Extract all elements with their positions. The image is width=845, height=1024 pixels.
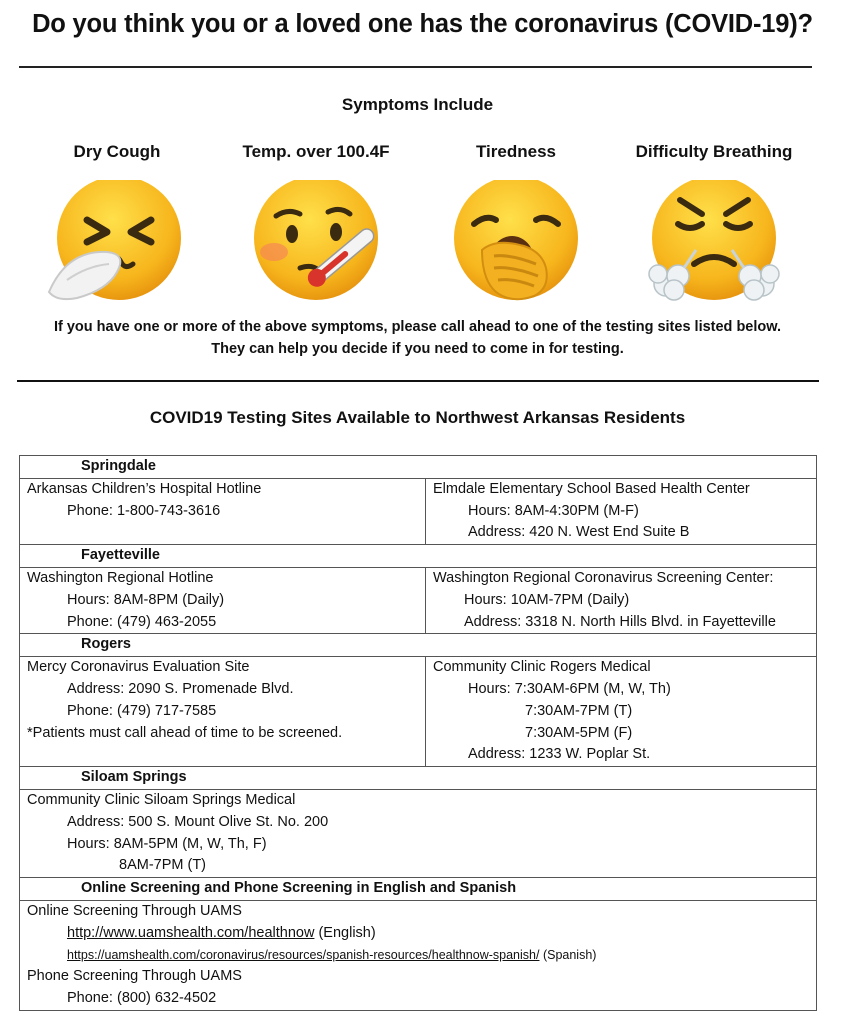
site-note: *Patients must call ahead of time to be screened. [27, 724, 343, 741]
symptom-tiredness [416, 142, 616, 302]
sites-heading: COVID19 Testing Sites Available to Northwest Arkansas Residents [149, 408, 686, 427]
site-cell [20, 567, 426, 633]
face-with-steam-icon [644, 180, 784, 302]
site-cell [426, 478, 817, 544]
table-row [20, 456, 817, 479]
phone-screening-title: Phone Screening Through UAMS [27, 968, 242, 985]
site-name: Arkansas Children’s Hospital Hotline [27, 480, 262, 497]
spanish-screening-line [27, 945, 816, 967]
symptom-temperature [216, 142, 416, 302]
symptom-label: Difficulty Breathing [635, 142, 793, 161]
site-cell [20, 478, 426, 544]
table-row [20, 657, 817, 767]
site-phone: Phone: (479) 717-7585 [67, 702, 217, 719]
site-address: Address: 420 N. West End Suite B [468, 524, 690, 541]
yawning-face-icon [446, 180, 586, 302]
city-heading-fayetteville: Fayetteville [20, 545, 817, 568]
english-screening-link[interactable]: http://www.uamshealth.com/healthnow [67, 924, 315, 941]
phone-screening-number: Phone: (800) 632-4502 [67, 990, 217, 1007]
table-row [20, 567, 817, 633]
site-address: Address: 1233 W. Poplar St. [468, 746, 651, 763]
site-hours: 7:30AM-5PM (F) [525, 724, 633, 741]
city-heading-rogers: Rogers [20, 634, 817, 657]
table-row [20, 789, 817, 877]
site-name: Mercy Coronavirus Evaluation Site [27, 659, 250, 676]
symptom-label: Temp. over 100.4F [242, 142, 390, 161]
symptom-dry-cough [17, 142, 217, 302]
instructions [0, 316, 835, 360]
site-hours: 7:30AM-7PM (T) [525, 702, 633, 719]
site-name: Community Clinic Rogers Medical [433, 659, 651, 676]
site-address: Address: 500 S. Mount Olive St. No. 200 [67, 813, 329, 830]
site-cell [20, 657, 426, 767]
table-row [20, 767, 817, 790]
site-cell [20, 900, 817, 1010]
symptom-label: Dry Cough [73, 142, 161, 161]
site-hours: Hours: 8AM-4:30PM (M-F) [468, 502, 639, 519]
face-with-thermometer-icon [246, 180, 386, 302]
site-hours: 8AM-7PM (T) [119, 857, 206, 874]
city-heading-springdale: Springdale [20, 456, 817, 479]
site-phone: Phone: 1-800-743-3616 [67, 502, 221, 519]
table-row [20, 545, 817, 568]
english-label: (English) [314, 924, 376, 941]
english-screening-line [27, 923, 816, 945]
site-name: Washington Regional Coronavirus Screening Center: [433, 569, 774, 586]
site-name: Community Clinic Siloam Springs Medical [27, 791, 296, 808]
instructions-line: They can help you decide if you need to come in for testing. [211, 341, 624, 357]
site-name: Washington Regional Hotline [27, 569, 214, 586]
symptom-label: Tiredness [475, 142, 556, 161]
table-row [20, 900, 817, 1010]
table-row [20, 478, 817, 544]
site-hours: Hours: 7:30AM-6PM (M, W, Th) [468, 680, 671, 697]
symptoms-heading: Symptoms Include [341, 95, 494, 114]
table-row [20, 878, 817, 901]
testing-sites-table [19, 455, 817, 1011]
site-cell [20, 789, 817, 877]
site-hours: Hours: 10AM-7PM (Daily) [464, 591, 630, 608]
online-screening-heading: Online Screening and Phone Screening in English and Spanish [20, 878, 817, 901]
city-heading-siloam-springs: Siloam Springs [20, 767, 817, 790]
site-address: Address: 2090 S. Promenade Blvd. [67, 680, 294, 697]
online-screening-title: Online Screening Through UAMS [27, 902, 242, 919]
site-name: Elmdale Elementary School Based Health Center [433, 480, 750, 497]
table-row [20, 634, 817, 657]
section-divider [17, 380, 819, 382]
symptom-difficulty-breathing [614, 142, 814, 302]
site-cell [426, 567, 817, 633]
site-address: Address: 3318 N. North Hills Blvd. in Fayetteville [464, 613, 776, 630]
title-divider [19, 66, 812, 68]
site-hours: Hours: 8AM-8PM (Daily) [67, 591, 225, 608]
spanish-label: (Spanish) [539, 947, 597, 962]
spanish-screening-link[interactable]: https://uamshealth.com/coronavirus/resources/spanish-resources/healthnow-spanish/ [67, 947, 540, 962]
site-phone: Phone: (479) 463-2055 [67, 613, 217, 630]
site-cell [426, 657, 817, 767]
site-hours: Hours: 8AM-5PM (M, W, Th, F) [67, 835, 267, 852]
instructions-line: If you have one or more of the above symptoms, please call ahead to one of the testing sites listed below. [53, 319, 782, 335]
sneezing-face-icon [47, 180, 187, 302]
page-title: Do you think you or a loved one has the coronavirus (COVID-19)? [32, 10, 813, 38]
